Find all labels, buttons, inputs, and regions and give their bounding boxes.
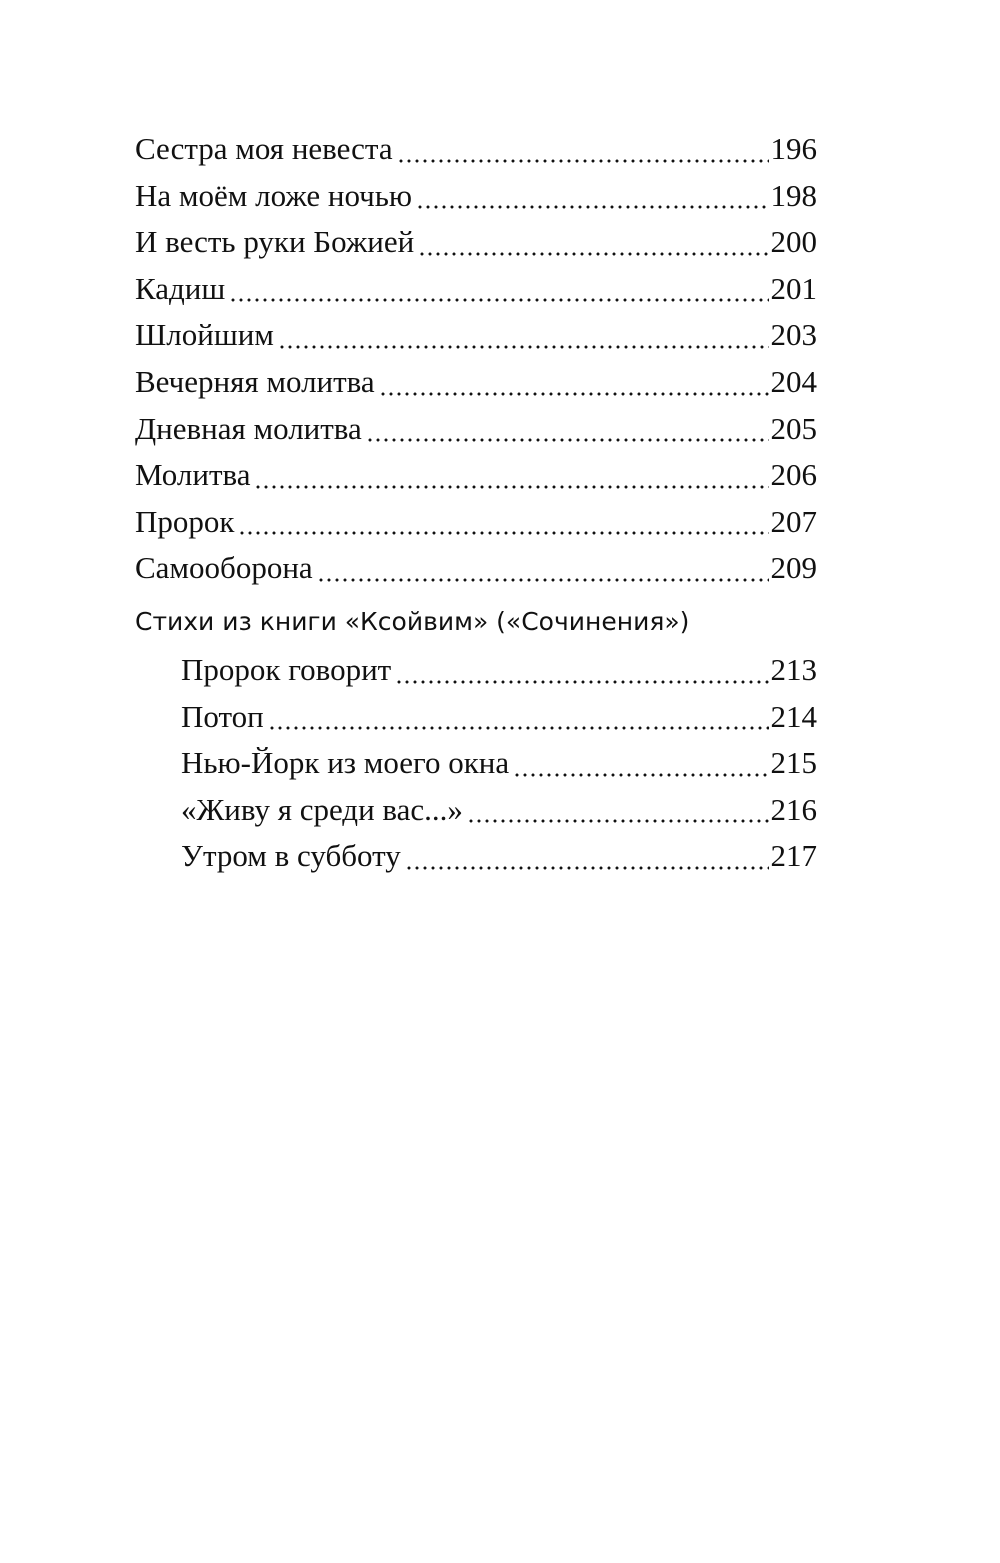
toc-entry-title: «Живу я среди вас...» (181, 791, 463, 827)
dot-leader (397, 134, 769, 165)
toc-entry-page: 207 (770, 503, 817, 539)
toc-entry-page: 215 (770, 745, 817, 781)
dot-leader (229, 273, 768, 304)
toc-subentry (135, 694, 817, 741)
dot-leader (418, 227, 768, 258)
toc-entry-page: 217 (770, 838, 817, 874)
toc-entry-title: Утром в субботу (181, 838, 401, 874)
dot-leader (513, 748, 768, 779)
table-of-contents (135, 126, 817, 880)
toc-entry (135, 545, 817, 592)
toc-entry-page: 209 (770, 550, 817, 586)
dot-leader (366, 413, 769, 444)
toc-entry-title: Шлойшим (135, 317, 274, 353)
dot-leader (467, 794, 769, 825)
toc-entry-title: Молитва (135, 457, 251, 493)
toc-entry-page: 203 (770, 317, 817, 353)
dot-leader (405, 841, 769, 872)
toc-entry-title: Сестра моя невеста (135, 131, 393, 166)
toc-entry-title: Самооборона (135, 550, 313, 586)
toc-entry (135, 406, 817, 453)
dot-leader (395, 655, 768, 686)
toc-entry-title: Дневная молитва (135, 410, 362, 446)
toc-entry-page: 196 (770, 131, 817, 166)
toc-entry (135, 499, 817, 546)
toc-subentry (135, 647, 817, 694)
toc-entry-title: Потоп (181, 698, 264, 734)
toc-entry-page: 206 (770, 457, 817, 493)
toc-subentry (135, 787, 817, 834)
toc-entry-page: 205 (770, 410, 817, 446)
dot-leader (254, 460, 768, 491)
toc-entry-title: На моём ложе ночью (135, 177, 413, 213)
toc-subentry (135, 833, 817, 880)
toc-entry-title: Пророк говорит (181, 651, 392, 687)
toc-entry-page: 201 (770, 270, 817, 306)
toc-entry-page: 214 (770, 698, 817, 734)
toc-entry-page: 198 (770, 177, 817, 213)
dot-leader (268, 701, 769, 732)
toc-entry-page: 200 (770, 224, 817, 260)
dot-leader (278, 320, 769, 351)
toc-entry-title: Кадиш (135, 270, 226, 306)
toc-entry-title: Вечерняя молитва (135, 363, 375, 399)
toc-entry-title: Нью-Йорк из моего окна (181, 745, 510, 781)
toc-entry (135, 266, 817, 313)
section-heading: Стихи из книги «Ксойвим» («Сочинения») (135, 606, 690, 636)
dot-leader (238, 506, 768, 537)
dot-leader (379, 367, 769, 398)
toc-entry-page: 213 (770, 651, 817, 687)
toc-subentry (135, 740, 817, 787)
dot-leader (317, 553, 769, 584)
toc-entry-title: Пророк (135, 503, 235, 539)
toc-entry-page: 204 (770, 363, 817, 399)
dot-leader (416, 180, 768, 211)
toc-entry-page: 216 (770, 791, 817, 827)
toc-entry (135, 126, 817, 173)
toc-entry (135, 312, 817, 359)
toc-entry (135, 359, 817, 406)
toc-entry-title: И весть руки Божией (135, 224, 415, 260)
toc-entry (135, 173, 817, 220)
toc-entry (135, 219, 817, 266)
toc-entry (135, 452, 817, 499)
